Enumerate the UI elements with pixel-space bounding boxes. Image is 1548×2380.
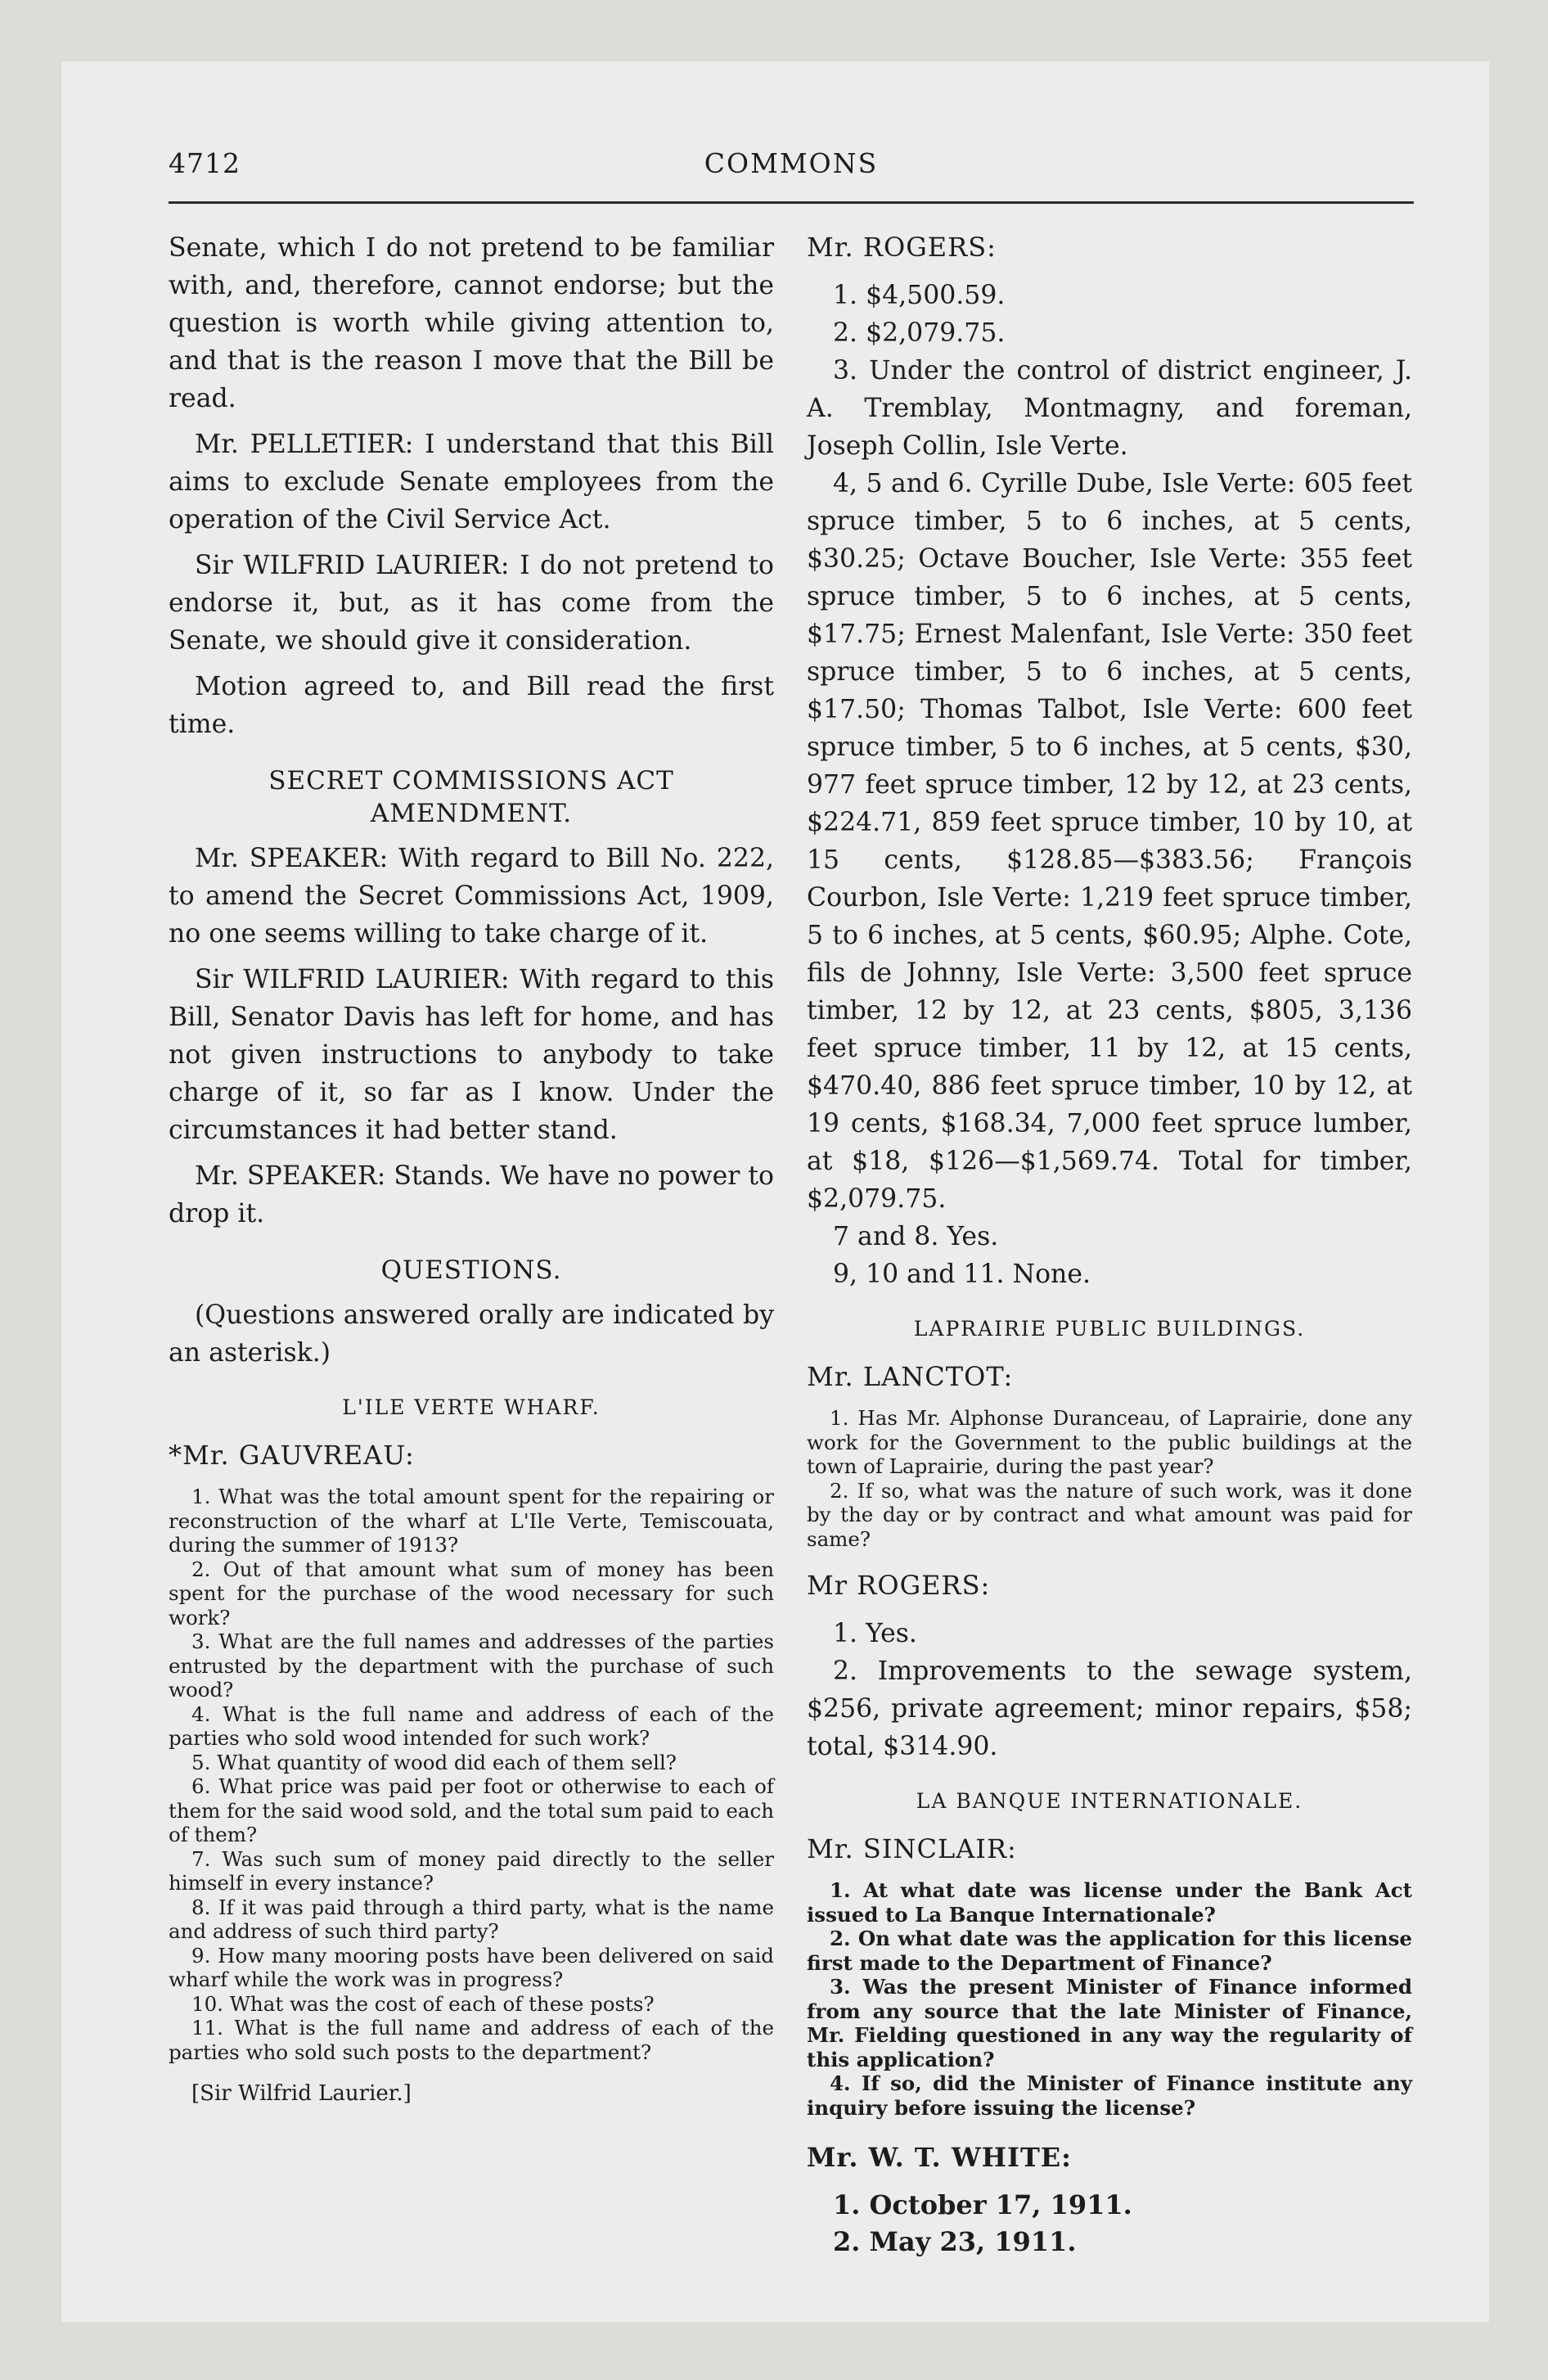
question-item: 2. If so, what was the nature of such work, was it done by the day or by contract and what amount was paid for same? <box>807 1478 1412 1551</box>
answer-list <box>807 277 1412 1293</box>
answer-item: 3. Under the control of district engineer, J. A. Tremblay, Montmagny, and foreman, Joseph Collin, Isle Verte. <box>807 356 1412 461</box>
answer-list <box>807 2187 1412 2261</box>
speaker-lanctot: Mr. LANCTOT: <box>807 1361 1014 1392</box>
header-rule <box>169 201 1414 204</box>
page-header <box>169 137 1414 203</box>
question-item: 4. What is the full name and address of each of the parties who sold wood intended for such work? <box>169 1702 774 1750</box>
question-list <box>807 1406 1412 1551</box>
section-heading-questions: QUESTIONS. <box>380 1255 562 1285</box>
question-item: 1. Has Mr. Alphonse Duranceau, of Laprairie, done any work for the Government to the public buildings at the town of Laprairie, during the past year? <box>807 1406 1412 1478</box>
attribution: [Sir Wilfrid Laurier.] <box>191 2081 412 2106</box>
section-heading-laprairie: LAPRAIRIE PUBLIC BUILDINGS. <box>913 1317 1306 1341</box>
question-item: 4. If so, did the Minister of Finance institute any inquiry before issuing the license? <box>807 2071 1412 2120</box>
paragraph: Mr. SPEAKER: Stands. We have no power to drop it. <box>169 1161 774 1228</box>
answer-item: 7 and 8. Yes. <box>833 1222 999 1251</box>
section-heading-banque: LA BANQUE INTERNATIONALE. <box>916 1789 1303 1813</box>
speaker-rogers: Mr ROGERS: <box>807 1570 991 1601</box>
answer-item: 2. May 23, 1911. <box>833 2226 1077 2257</box>
speaker-rogers: Mr. ROGERS: <box>807 232 997 263</box>
answer-item: 1. Yes. <box>833 1619 917 1648</box>
question-item: 2. Out of that amount what sum of money has been spent for the purchase of the wood necessary for such work? <box>169 1557 774 1629</box>
answer-item: 9, 10 and 11. None. <box>833 1260 1091 1289</box>
answer-item: 1. October 17, 1911. <box>833 2189 1132 2220</box>
left-column <box>169 229 774 2112</box>
section-heading-secret-commissions: SECRET COMMISSIONS ACT AMENDMENT. <box>268 766 674 828</box>
running-head: COMMONS <box>704 147 879 179</box>
page-number: 4712 <box>169 147 241 179</box>
speaker-sinclair: Mr. SINCLAIR: <box>807 1833 1017 1864</box>
answer-list <box>807 1615 1412 1765</box>
question-item: 3. Was the present Minister of Finance informed from any source that the late Minister of Finance, Mr. Fielding questioned in any way the regularity of this application? <box>807 1975 1412 2071</box>
paragraph: (Questions answered orally are indicated by an asterisk.) <box>169 1300 774 1368</box>
question-item: 11. What is the full name and address of each of the parties who sold such posts to the department? <box>169 2016 774 2064</box>
section-heading-ile-verte-wharf: L'ILE VERTE WHARF. <box>342 1395 601 1419</box>
question-item: 1. What was the total amount spent for the repairing or reconstruction of the wharf at L'Ile Verte, Temiscouata, during the summer of 1913? <box>169 1485 774 1557</box>
paragraph: Motion agreed to, and Bill read the first time. <box>169 672 774 739</box>
paragraph: Sir WILFRID LAURIER: I do not pretend to endorse it, but, as it has come from the Senate, we should give it consideration. <box>169 551 774 656</box>
speaker-gauvreau: *Mr. GAUVREAU: <box>169 1440 415 1471</box>
right-column <box>807 229 1412 2261</box>
paragraph: Sir WILFRID LAURIER: With regard to this Bill, Senator Davis has left for home, and has not given instructions to anybody to take charge of it, so far as I know. Under the circumstances it had better stand. <box>169 965 774 1145</box>
paragraph: Senate, which I do not pretend to be familiar with, and, therefore, cannot endorse; but the question is worth while giving attention to, and that is the reason I move that the Bill be read. <box>169 233 774 413</box>
question-item: 3. What are the full names and addresses of the parties entrusted by the department with the purchase of such wood? <box>169 1629 774 1702</box>
speaker-white: Mr. W. T. WHITE: <box>807 2142 1072 2173</box>
paragraph: Mr. PELLETIER: I understand that this Bill aims to exclude Senate employees from the operation of the Civil Service Act. <box>169 430 774 534</box>
question-item: 1. At what date was license under the Bank Act issued to La Banque Internationale? <box>807 1878 1412 1927</box>
question-list <box>169 1485 774 2064</box>
question-item: 10. What was the cost of each of these posts? <box>191 1991 655 2016</box>
question-item: 5. What quantity of wood did each of them sell? <box>191 1750 677 1774</box>
question-item: 6. What price was paid per foot or otherwise to each of them for the said wood sold, and the total sum paid to each of them? <box>169 1774 774 1846</box>
answer-item: 2. $2,079.75. <box>833 318 1006 348</box>
question-item: 7. Was such sum of money paid directly to the seller himself in every instance? <box>169 1846 774 1895</box>
question-item: 2. On what date was the application for this license first made to the Department of Finance? <box>807 1927 1412 1975</box>
question-item: 9. How many mooring posts have been delivered on said wharf while the work was in progress? <box>169 1943 774 1991</box>
answer-item: 2. Improvements to the sewage system, $256, private agreement; minor repairs, $58; total, $314.90. <box>807 1657 1412 1761</box>
question-list <box>807 1878 1412 2120</box>
question-item: 8. If it was paid through a third party, what is the name and address of such third party? <box>169 1895 774 1943</box>
paragraph: Mr. SPEAKER: With regard to Bill No. 222, to amend the Secret Commissions Act, 1909, no one seems willing to take charge of it. <box>169 844 774 949</box>
answer-item: 1. $4,500.59. <box>833 281 1006 310</box>
answer-item: 4, 5 and 6. Cyrille Dube, Isle Verte: 605 feet spruce timber, 5 to 6 inches, at 5 cents, $30.25; Octave Boucher, Isle Verte: 355 feet spruce timber, 5 to 6 inches, at 5 cents, $17.75; Ernest Malenfant, Isle Verte: 350 feet spruce timber, 5 to 6 inches, at 5 cents, $17.50; Thomas Talbot, Isle Verte: 600 feet spruce timber, 5 to 6 inches, at 5 cents, $30, 977 feet spruce timber, 12 by 12, at 23 cents, $224.71, 859 feet spruce timber, 10 by 10, at 15 cents, $128.85—$383.56; François Courbon, Isle Verte: 1,219 feet spruce timber, 5 to 6 inches, at 5 cents, $60.95; Alphe. Cote, fils de Johnny, Isle Verte: 3,500 feet spruce timber, 12 by 12, at 23 cents, $805, 3,136 feet spruce timber, 11 by 12, at 15 cents, $470.40, 886 feet spruce timber, 10 by 12, at 19 cents, $168.34, 7,000 feet spruce lumber, at $18, $126—$1,569.74. Total for timber, $2,079.75. <box>807 469 1412 1214</box>
